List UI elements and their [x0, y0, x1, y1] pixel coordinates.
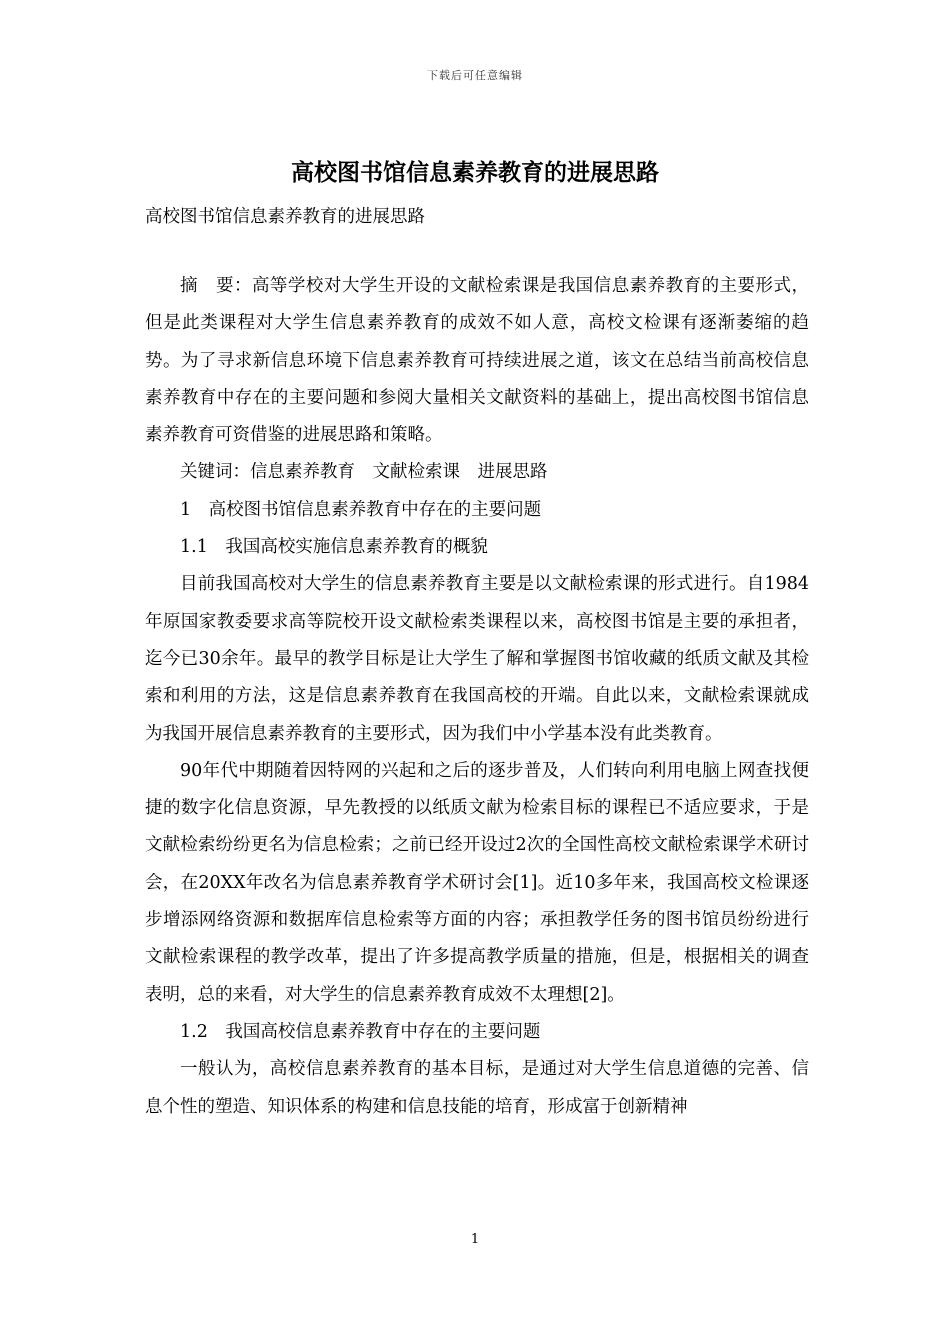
page-header: 下载后可任意编辑	[427, 69, 523, 82]
body-paragraph: 一般认为，高校信息素养教育的基本目标，是通过对大学生信息道德的完善、信息个性的塑造、知识体系的构建和信息技能的培育，形成富于创新精神	[145, 1059, 809, 1117]
abstract-paragraph: 摘 要：高等学校对大学生开设的文献检索课是我国信息素养教育的主要形式，但是此类课程对大学生信息素养教育的成效不如人意，高校文检课有逐渐萎缩的趋势。为了寻求新信息环境下信息素养教育可持续进展之道，该文在总结当前高校信息素养教育中存在的主要问题和参阅大量相关文献资料的基础上，提出高校图书馆信息素养教育可资借鉴的进展思路和策略。	[145, 276, 809, 446]
section-heading-1-2: 1.2 我国高校信息素养教育中存在的主要问题	[180, 1021, 541, 1042]
page-number: 1	[470, 1232, 480, 1247]
section-heading-1-1: 1.1 我国高校实施信息素养教育的概貌	[180, 537, 488, 558]
section-heading-1: 1 高校图书馆信息素养教育中存在的主要问题	[180, 499, 542, 520]
document-title: 高校图书馆信息素养教育的进展思路	[291, 160, 659, 186]
body-paragraph: 目前我国高校对大学生的信息素养教育主要是以文献检索课的形式进行。自1984年原国家教委要求高等院校开设文献检索类课程以来，高校图书馆是主要的承担者，迄今已30余年。最早的教学目标是让大学生了解和掌握图书馆收藏的纸质文献及其检索和利用的方法，这是信息素养教育在我国高校的开端。自此以来，文献检索课就成为我国开展信息素养教育的主要形式，因为我们中小学基本没有此类教育。	[145, 574, 809, 744]
keywords-paragraph: 关键词：信息素养教育 文献检索课 进展思路	[180, 462, 548, 483]
document-subtitle: 高校图书馆信息素养教育的进展思路	[145, 207, 425, 227]
body-paragraph: 90年代中期随着因特网的兴起和之后的逐步普及，人们转向利用电脑上网查找便捷的数字化信息资源，早先教授的以纸质文献为检索目标的课程已不适应要求，于是文献检索纷纷更名为信息检索；之前已经开设过2次的全国性高校文献检索课学术研讨会，在20XX年改名为信息素养教育学术研讨会[1]。近10多年来，我国高校文检课逐步增添网络资源和数据库信息检索等方面的内容；承担教学任务的图书馆员纷纷进行文献检索课程的教学改革，提出了许多提高教学质量的措施，但是，根据相关的调查表明，总的来看，对大学生的信息素养教育成效不太理想[2]。	[145, 760, 809, 1005]
document-body	[145, 268, 809, 1126]
